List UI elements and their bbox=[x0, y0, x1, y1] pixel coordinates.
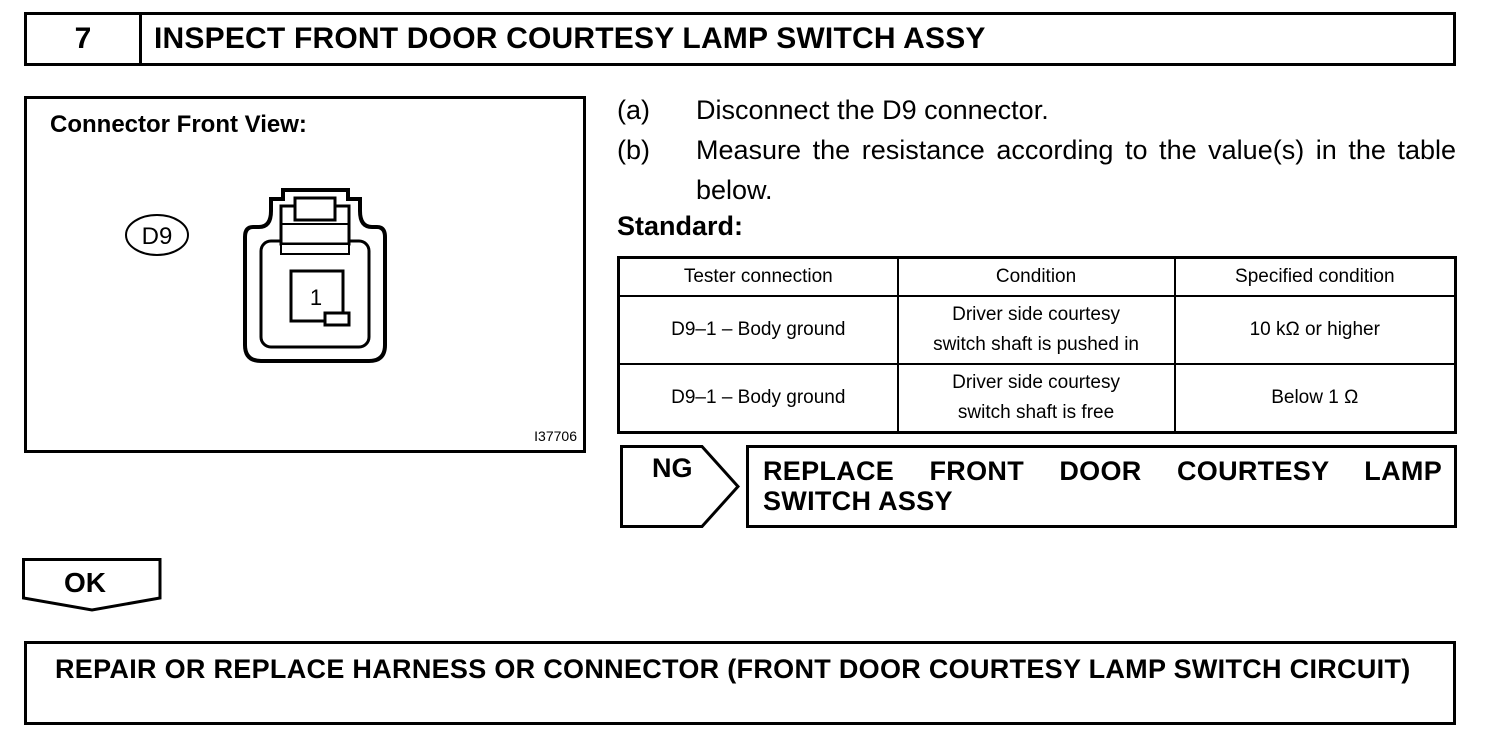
cell-connection: D9–1 – Body ground bbox=[619, 296, 898, 364]
final-step-box: REPAIR OR REPLACE HARNESS OR CONNECTOR (FRONT DOOR COURTESY LAMP SWITCH CIRCUIT) bbox=[24, 641, 1456, 725]
instruction-a-label: (a) bbox=[617, 95, 650, 125]
instruction-b-label: (b) bbox=[617, 135, 650, 165]
condition-line: Driver side courtesy bbox=[952, 372, 1120, 393]
terminal-key bbox=[325, 313, 349, 325]
step-number: 7 bbox=[27, 15, 142, 63]
step-title: INSPECT FRONT DOOR COURTESY LAMP SWITCH ASSY bbox=[154, 22, 986, 55]
table-row bbox=[619, 364, 1456, 433]
connector-figure bbox=[24, 96, 586, 453]
terminal-number: 1 bbox=[309, 285, 323, 310]
step-header bbox=[24, 12, 1456, 66]
instruction-a-text: Disconnect the D9 connector. bbox=[696, 95, 1049, 125]
lock-tab-top bbox=[295, 198, 335, 220]
spec-table bbox=[617, 256, 1457, 434]
ok-label: OK bbox=[64, 567, 106, 598]
instruction-b-text: Measure the resistance according to the value(s) in the table below. bbox=[696, 135, 1456, 205]
header-specified-condition: Specified condition bbox=[1175, 258, 1456, 297]
cell-condition bbox=[898, 296, 1175, 364]
table-header-row bbox=[619, 258, 1456, 297]
cell-connection: D9–1 – Body ground bbox=[619, 364, 898, 433]
ng-label: NG bbox=[652, 453, 693, 483]
header-condition: Condition bbox=[898, 258, 1175, 297]
cell-specified: Below 1 Ω bbox=[1175, 364, 1456, 433]
header-tester-connection: Tester connection bbox=[619, 258, 898, 297]
standard-label: Standard: bbox=[617, 211, 744, 241]
condition-line: switch shaft is pushed in bbox=[933, 334, 1140, 355]
ng-result-box: REPLACE FRONT DOOR COURTESY LAMP SWITCH ASSY bbox=[746, 445, 1457, 528]
condition-line: Driver side courtesy bbox=[952, 304, 1120, 325]
illustration-code: I37706 bbox=[534, 428, 577, 444]
cell-condition bbox=[898, 364, 1175, 433]
connector-illustration bbox=[27, 99, 583, 450]
table-row bbox=[619, 296, 1456, 364]
connector-label: D9 bbox=[141, 223, 173, 250]
lock-rail bbox=[281, 244, 349, 254]
condition-line: switch shaft is free bbox=[957, 402, 1115, 423]
cell-specified: 10 kΩ or higher bbox=[1175, 296, 1456, 364]
figure-title: Connector Front View: bbox=[50, 111, 307, 138]
